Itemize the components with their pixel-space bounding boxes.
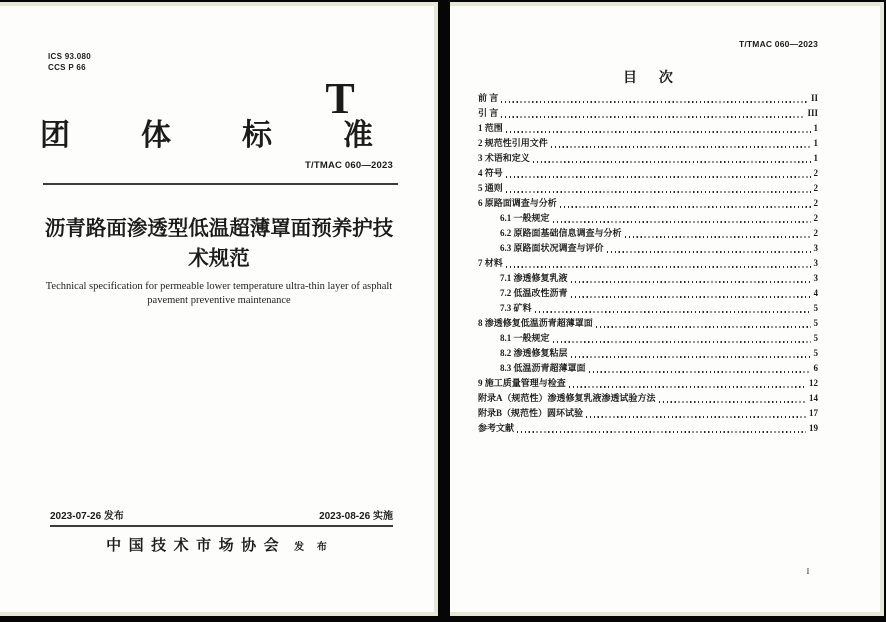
publish-label: 发 布 xyxy=(294,542,332,553)
toc-entry-page: 12 xyxy=(809,378,818,388)
standard-logo-letter: T xyxy=(325,74,355,123)
toc-entry xyxy=(478,421,818,436)
toc-entry-label: 7.2 低温改性沥青 xyxy=(500,288,568,298)
toc-entry xyxy=(478,406,818,421)
toc-entry-page: 5 xyxy=(813,333,818,343)
toc-dot-leader xyxy=(571,281,811,282)
toc-entry xyxy=(478,181,818,196)
toc-entry xyxy=(478,346,818,361)
toc-entry-label: 8 渗透修复低温沥青超薄罩面 xyxy=(478,318,593,328)
toc-entry-page: 3 xyxy=(813,273,818,283)
toc-entry-page: 4 xyxy=(813,288,818,298)
toc-entry-page: 17 xyxy=(809,408,818,418)
toc-entry-label: 6.1 一般规定 xyxy=(500,213,550,223)
toc-entry-label: 7.1 渗透修复乳液 xyxy=(500,273,568,283)
toc-entry xyxy=(478,91,818,106)
toc-entry-page: 3 xyxy=(813,243,818,253)
toc-entry-label: 3 术语和定义 xyxy=(478,153,530,163)
toc-entry-page: 19 xyxy=(809,423,818,433)
toc-dot-leader xyxy=(535,311,811,312)
toc-dot-leader xyxy=(506,176,811,177)
page-header-standard-number: T/TMAC 060—2023 xyxy=(738,39,818,49)
toc-dot-leader xyxy=(625,236,811,237)
footer-divider xyxy=(50,525,393,527)
toc-entry xyxy=(478,136,818,151)
toc-dot-leader xyxy=(506,266,811,267)
toc-entry-label: 6.2 原路面基础信息调查与分析 xyxy=(500,228,622,238)
toc-entry-label: 2 规范性引用文件 xyxy=(478,138,548,148)
toc-dot-leader xyxy=(501,101,808,102)
toc-entry xyxy=(478,166,818,181)
classification-codes xyxy=(48,51,91,73)
toc-dot-leader xyxy=(571,296,811,297)
toc-entry xyxy=(478,106,818,121)
toc-entry xyxy=(478,361,818,376)
title-en-line2: pavement preventive maintenance xyxy=(147,294,291,306)
toc-entry-label: 8.1 一般规定 xyxy=(500,333,550,343)
toc-entry-label: 6.3 原路面状况调查与评价 xyxy=(500,243,604,253)
toc-dot-leader xyxy=(506,191,811,192)
toc-entry-label: 4 符号 xyxy=(478,168,503,178)
implementation-date: 2023-08-26 实施 xyxy=(319,511,393,522)
toc-entry-label: 引 言 xyxy=(478,108,499,118)
toc-entry-page: II xyxy=(810,93,818,103)
toc-entry-label: 7.3 矿料 xyxy=(500,303,532,313)
toc-entry xyxy=(478,241,818,256)
toc-list xyxy=(478,91,818,436)
toc-entry xyxy=(478,331,818,346)
toc-entry xyxy=(478,226,818,241)
toc-entry-label: 附录B（规范性）圆环试验 xyxy=(478,408,584,418)
toc-dot-leader xyxy=(553,221,811,222)
toc-entry-page: 3 xyxy=(813,258,818,268)
toc-dot-leader xyxy=(551,146,811,147)
page-number: I xyxy=(806,567,810,576)
toc-entry-label: 6 原路面调查与分析 xyxy=(478,198,557,208)
toc-entry-page: 14 xyxy=(809,393,818,403)
toc-entry-label: 5 通则 xyxy=(478,183,503,193)
toc-entry-label: 7 材料 xyxy=(478,258,503,268)
toc-entry-page: 6 xyxy=(813,363,818,373)
toc-title: 目 次 xyxy=(623,69,682,85)
toc-entry-label: 1 范围 xyxy=(478,123,503,133)
dates-row xyxy=(50,507,393,522)
title-zh-line1: 沥青路面渗透型低温超薄罩面预养护技 xyxy=(44,217,394,240)
standard-number: T/TMAC 060—2023 xyxy=(304,160,393,171)
standard-type-char: 标 xyxy=(242,119,272,152)
standard-type-title xyxy=(40,118,373,154)
toc-dot-leader xyxy=(501,116,804,117)
toc-entry xyxy=(478,121,818,136)
toc-entry-label: 附录A（规范性）渗透修复乳液渗透试验方法 xyxy=(478,393,656,403)
toc-entry-page: 5 xyxy=(813,303,818,313)
publisher-name: 中国技术市场协会 xyxy=(106,537,287,554)
ccs-code: CCS P 66 xyxy=(48,63,86,72)
toc-dot-leader xyxy=(553,341,811,342)
toc-entry xyxy=(478,376,818,391)
toc-dot-leader xyxy=(586,416,806,417)
toc-dot-leader xyxy=(659,401,806,402)
toc-dot-leader xyxy=(571,356,811,357)
toc-entry-page: 5 xyxy=(813,348,818,358)
toc-entry xyxy=(478,301,818,316)
toc-entry-label: 前 言 xyxy=(478,93,499,103)
toc-entry-label: 9 施工质量管理与检查 xyxy=(478,378,566,388)
toc-entry-page: 5 xyxy=(813,318,818,328)
toc-entry-label: 8.3 低温沥青超薄罩面 xyxy=(500,363,586,373)
toc-entry xyxy=(478,391,818,406)
header-divider xyxy=(43,183,398,185)
document-title-en xyxy=(30,280,408,307)
toc-entry-label: 8.2 渗透修复粘层 xyxy=(500,348,568,358)
standard-type-char: 团 xyxy=(40,119,70,152)
toc-entry-page: 1 xyxy=(813,123,818,133)
issue-date: 2023-07-26 发布 xyxy=(50,511,124,522)
cover-page xyxy=(0,2,438,616)
toc-dot-leader xyxy=(607,251,811,252)
toc-dot-leader xyxy=(533,161,811,162)
toc-entry xyxy=(478,316,818,331)
standard-type-char: 准 xyxy=(343,119,373,152)
toc-entry-page: 2 xyxy=(813,213,818,223)
toc-entry-page: III xyxy=(807,108,818,118)
toc-entry xyxy=(478,151,818,166)
toc-dot-leader xyxy=(517,431,806,432)
toc-dot-leader xyxy=(569,386,806,387)
toc-entry-page: 1 xyxy=(813,153,818,163)
toc-dot-leader xyxy=(560,206,811,207)
title-en-line1: Technical specification for permeable lower temperature ultra-thin layer of asphalt xyxy=(45,281,393,292)
title-zh-line2: 术规范 xyxy=(188,247,250,270)
toc-dot-leader xyxy=(596,326,811,327)
toc-entry xyxy=(478,256,818,271)
standard-type-char: 体 xyxy=(141,119,171,152)
toc-entry-page: 2 xyxy=(813,198,818,208)
toc-dot-leader xyxy=(589,371,811,372)
toc-entry xyxy=(478,211,818,226)
toc-entry xyxy=(478,271,818,286)
document-title-zh xyxy=(28,214,410,274)
toc-page xyxy=(450,2,884,616)
toc-entry xyxy=(478,286,818,301)
toc-entry-page: 1 xyxy=(813,138,818,148)
toc-entry xyxy=(478,196,818,211)
toc-entry-label: 参考文献 xyxy=(478,423,515,433)
toc-entry-page: 2 xyxy=(813,228,818,238)
toc-dot-leader xyxy=(506,131,811,132)
ics-code: ICS 93.080 xyxy=(48,52,92,61)
publisher-row xyxy=(28,534,410,555)
toc-entry-page: 2 xyxy=(813,168,818,178)
toc-entry-page: 2 xyxy=(813,183,818,193)
